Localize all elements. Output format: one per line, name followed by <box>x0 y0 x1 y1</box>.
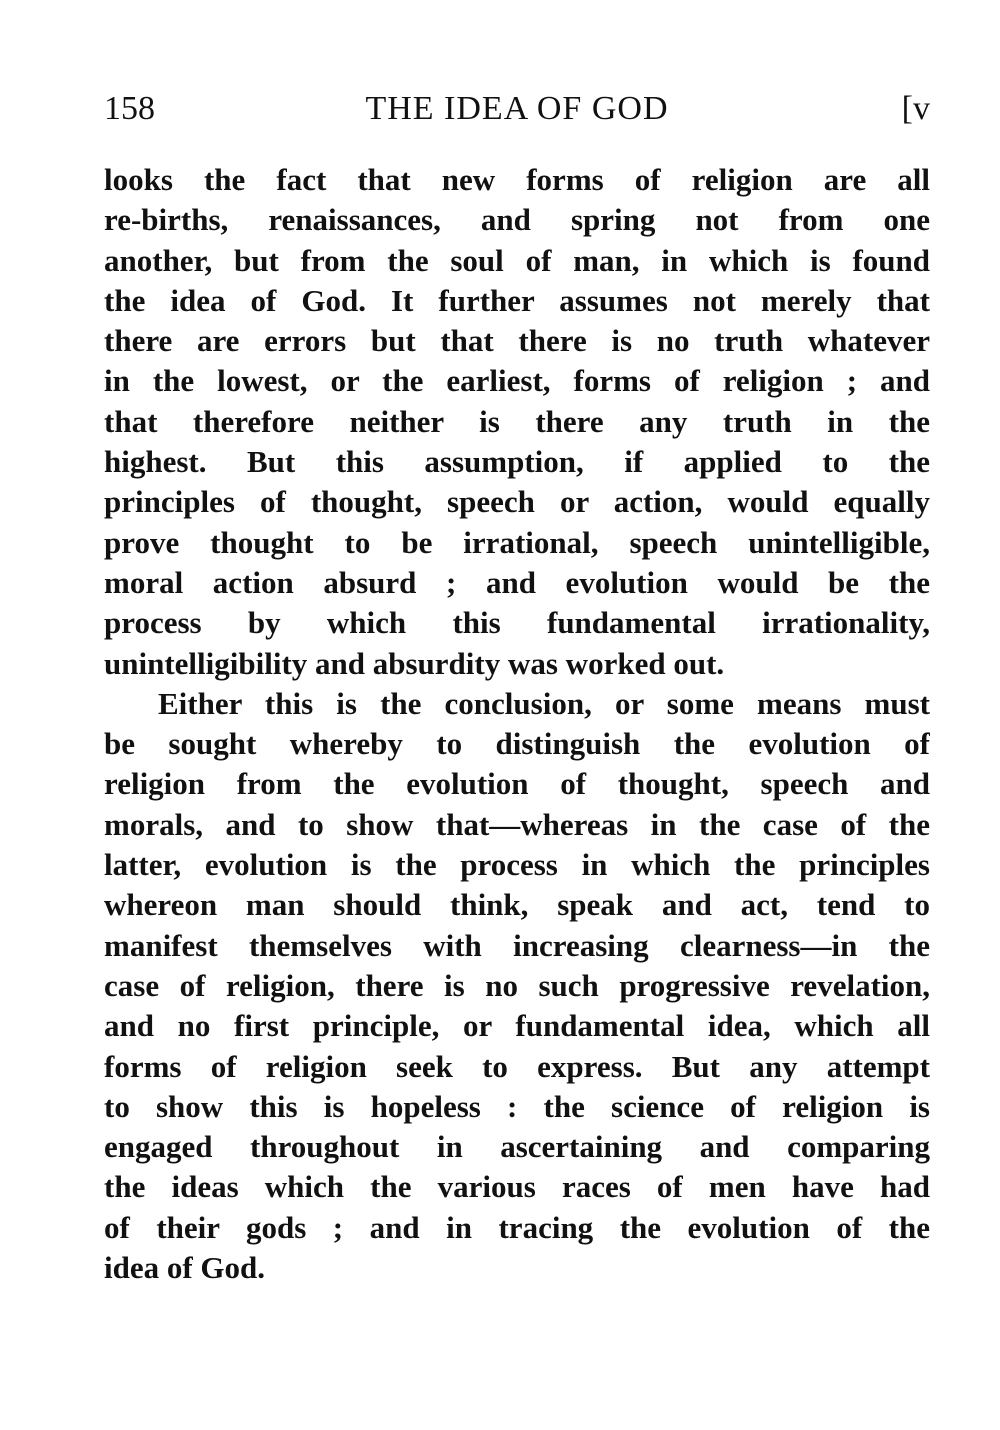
text-line: highest. But this assumption, if applied to the <box>104 444 930 480</box>
text-line: principles of thought, speech or action, would equally <box>104 484 930 520</box>
text-line: prove thought to be irrational, speech unintelligible, <box>104 524 930 560</box>
text-line: latter, evolution is the process in which the principles <box>104 847 930 883</box>
text-line: and no first principle, or fundamental idea, which all <box>104 1008 930 1044</box>
text-line: forms of religion seek to express. But any attempt <box>104 1048 930 1084</box>
text-line: the idea of God. It further assumes not merely that <box>104 282 930 318</box>
text-line: idea of God. <box>104 1250 266 1286</box>
text-line: case of religion, there is no such progressive revelation, <box>104 967 930 1003</box>
text-line: moral action absurd ; and evolution would be the <box>104 564 930 600</box>
text-line: another, but from the soul of man, in which is found <box>104 242 930 278</box>
paragraph-1 <box>104 160 930 684</box>
text-line: of their gods ; and in tracing the evolution of the <box>104 1209 930 1245</box>
text-line: in the lowest, or the earliest, forms of religion ; and <box>104 363 930 399</box>
text-line: to show this is hopeless : the science of religion is <box>104 1088 930 1124</box>
paragraph-2 <box>104 684 930 1288</box>
text-line: morals, and to show that—whereas in the case of the <box>104 806 930 842</box>
text-line: that therefore neither is there any truth in the <box>104 403 930 439</box>
text-line: whereon man should think, speak and act, tend to <box>104 887 930 923</box>
text-line: the ideas which the various races of men have had <box>104 1169 930 1205</box>
text-line: there are errors but that there is no truth whatever <box>104 323 930 359</box>
text-line: be sought whereby to distinguish the evolution of <box>104 726 930 762</box>
text-line: unintelligibility and absurdity was worked out. <box>104 645 725 681</box>
chapter-mark: [v <box>901 90 930 127</box>
text-line: Either this is the conclusion, or some means must <box>158 685 930 721</box>
text-line: looks the fact that new forms of religion are all <box>104 162 930 197</box>
text-line: engaged throughout in ascertaining and comparing <box>104 1129 930 1165</box>
page-title: THE IDEA OF GOD <box>365 90 669 127</box>
text-line: manifest themselves with increasing clearness—in the <box>104 927 930 963</box>
text-line: religion from the evolution of thought, speech and <box>104 766 930 802</box>
text-line: process by which this fundamental irrationality, <box>104 605 930 641</box>
running-head <box>104 84 930 134</box>
page-number: 158 <box>104 90 155 127</box>
body-text <box>104 160 930 1288</box>
text-line: re-births, renaissances, and spring not from one <box>104 202 930 238</box>
